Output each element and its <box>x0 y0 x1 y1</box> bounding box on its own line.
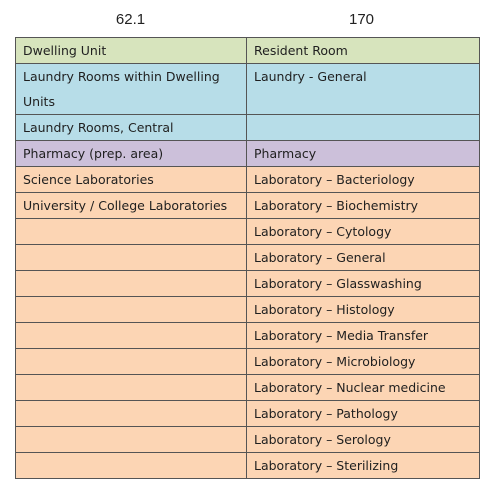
table-row <box>16 245 480 271</box>
table-row <box>16 193 480 219</box>
standard-170-cell: Laundry - General <box>247 64 480 115</box>
standard-62-1-cell <box>16 219 247 245</box>
standard-170-cell: Laboratory – Biochemistry <box>247 193 480 219</box>
standard-170-cell: Laboratory – Histology <box>247 297 480 323</box>
standard-170-cell: Laboratory – Cytology <box>247 219 480 245</box>
table-row <box>16 141 480 167</box>
table-row <box>16 401 480 427</box>
standard-170-cell: Laboratory – Nuclear medicine <box>247 375 480 401</box>
standard-62-1-cell <box>16 349 247 375</box>
table-row <box>16 167 480 193</box>
standard-62-1-cell <box>16 453 247 479</box>
standard-170-cell: Laboratory – Serology <box>247 427 480 453</box>
table-row <box>16 453 480 479</box>
column-headers <box>15 0 479 37</box>
column-header-170: 170 <box>348 11 375 28</box>
standard-170-cell: Pharmacy <box>247 141 480 167</box>
table-row <box>16 271 480 297</box>
standard-62-1-cell: Pharmacy (prep. area) <box>16 141 247 167</box>
table-row <box>16 219 480 245</box>
standard-62-1-cell <box>16 323 247 349</box>
standard-62-1-cell <box>16 427 247 453</box>
standard-170-cell: Laboratory – Sterilizing <box>247 453 480 479</box>
standard-170-cell: Laboratory – Media Transfer <box>247 323 480 349</box>
standard-62-1-cell: University / College Laboratories <box>16 193 247 219</box>
standard-62-1-cell <box>16 245 247 271</box>
table-row <box>16 375 480 401</box>
space-type-mapping-table <box>15 37 480 479</box>
standard-170-cell: Laboratory – Microbiology <box>247 349 480 375</box>
standard-170-cell: Laboratory – General <box>247 245 480 271</box>
standard-62-1-cell <box>16 297 247 323</box>
standard-170-cell: Resident Room <box>247 38 480 64</box>
table-row <box>16 349 480 375</box>
standard-62-1-cell: Laundry Rooms, Central <box>16 115 247 141</box>
standard-170-cell: Laboratory – Pathology <box>247 401 480 427</box>
column-header-62-1: 62.1 <box>115 11 146 28</box>
table-row <box>16 427 480 453</box>
standard-62-1-cell: Dwelling Unit <box>16 38 247 64</box>
table-row <box>16 115 480 141</box>
standard-170-cell: Laboratory – Glasswashing <box>247 271 480 297</box>
table-row <box>16 323 480 349</box>
standard-170-cell: Laboratory – Bacteriology <box>247 167 480 193</box>
standard-62-1-cell <box>16 375 247 401</box>
table-row <box>16 64 480 115</box>
table-row <box>16 38 480 64</box>
standard-62-1-cell: Laundry Rooms within Dwelling Units <box>16 64 247 115</box>
standard-62-1-cell: Science Laboratories <box>16 167 247 193</box>
standard-62-1-cell <box>16 271 247 297</box>
standard-170-cell <box>247 115 480 141</box>
standard-62-1-cell <box>16 401 247 427</box>
table-row <box>16 297 480 323</box>
